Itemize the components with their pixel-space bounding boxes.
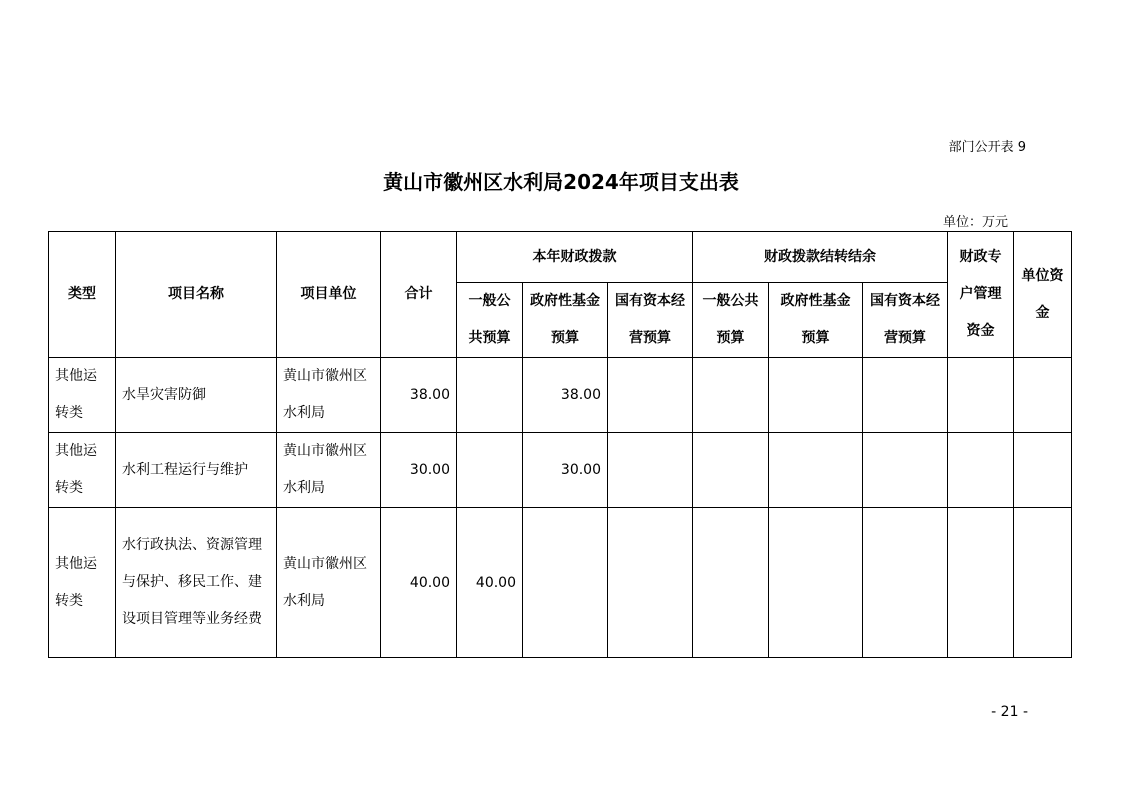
header-type: 类型 xyxy=(49,232,116,358)
cell-total: 40.00 xyxy=(381,508,457,658)
table-row xyxy=(49,358,1072,433)
cell-carry-gov-fund xyxy=(769,358,863,433)
cell-type: 其他运转类 xyxy=(49,358,116,433)
cell-type: 其他运转类 xyxy=(49,433,116,508)
cell-total: 30.00 xyxy=(381,433,457,508)
header-carryover-funds: 财政拨款结转结余 xyxy=(693,232,948,283)
table-row xyxy=(49,508,1072,658)
header-cur-general: 一般公共预算 xyxy=(457,283,523,358)
header-carry-state-capital: 国有资本经营预算 xyxy=(863,283,948,358)
header-special-account: 财政专户管理资金 xyxy=(948,232,1014,358)
cell-project-name: 水行政执法、资源管理与保护、移民工作、建设项目管理等业务经费 xyxy=(116,508,277,658)
header-current-year-funds: 本年财政拨款 xyxy=(457,232,693,283)
cell-project-org: 黄山市徽州区水利局 xyxy=(277,508,381,658)
cell-cur-gov-fund: 38.00 xyxy=(523,358,608,433)
cell-unit-funds xyxy=(1014,358,1072,433)
header-project-org: 项目单位 xyxy=(277,232,381,358)
header-total: 合计 xyxy=(381,232,457,358)
unit-label: 单位：万元 xyxy=(942,215,1008,230)
cell-special xyxy=(948,508,1014,658)
header-carry-general: 一般公共预算 xyxy=(693,283,769,358)
cell-cur-general xyxy=(457,433,523,508)
cell-unit-funds xyxy=(1014,433,1072,508)
cell-special xyxy=(948,358,1014,433)
cell-cur-state-capital xyxy=(608,358,693,433)
project-expenditure-table xyxy=(48,231,1072,658)
cell-cur-gov-fund: 30.00 xyxy=(523,433,608,508)
header-carry-gov-fund: 政府性基金预算 xyxy=(769,283,863,358)
cell-cur-state-capital xyxy=(608,508,693,658)
cell-project-org: 黄山市徽州区水利局 xyxy=(277,433,381,508)
cell-project-name: 水利工程运行与维护 xyxy=(116,433,277,508)
cell-unit-funds xyxy=(1014,508,1072,658)
form-number: 部门公开表 9 xyxy=(948,140,1026,155)
cell-carry-gov-fund xyxy=(769,433,863,508)
cell-total: 38.00 xyxy=(381,358,457,433)
cell-project-name: 水旱灾害防御 xyxy=(116,358,277,433)
cell-carry-gov-fund xyxy=(769,508,863,658)
page-number: - 21 - xyxy=(991,704,1028,720)
cell-cur-general: 40.00 xyxy=(457,508,523,658)
page-title: 黄山市徽州区水利局2024年项目支出表 xyxy=(383,170,739,194)
header-cur-state-capital: 国有资本经营预算 xyxy=(608,283,693,358)
cell-carry-state-capital xyxy=(863,508,948,658)
cell-carry-general xyxy=(693,508,769,658)
cell-cur-state-capital xyxy=(608,433,693,508)
cell-cur-general xyxy=(457,358,523,433)
cell-carry-state-capital xyxy=(863,358,948,433)
cell-type: 其他运转类 xyxy=(49,508,116,658)
cell-carry-general xyxy=(693,358,769,433)
cell-cur-gov-fund xyxy=(523,508,608,658)
header-cur-gov-fund: 政府性基金预算 xyxy=(523,283,608,358)
table-row xyxy=(49,433,1072,508)
header-unit-funds: 单位资金 xyxy=(1014,232,1072,358)
cell-special xyxy=(948,433,1014,508)
cell-carry-state-capital xyxy=(863,433,948,508)
header-row-1 xyxy=(49,232,1072,283)
header-project-name: 项目名称 xyxy=(116,232,277,358)
cell-carry-general xyxy=(693,433,769,508)
cell-project-org: 黄山市徽州区水利局 xyxy=(277,358,381,433)
